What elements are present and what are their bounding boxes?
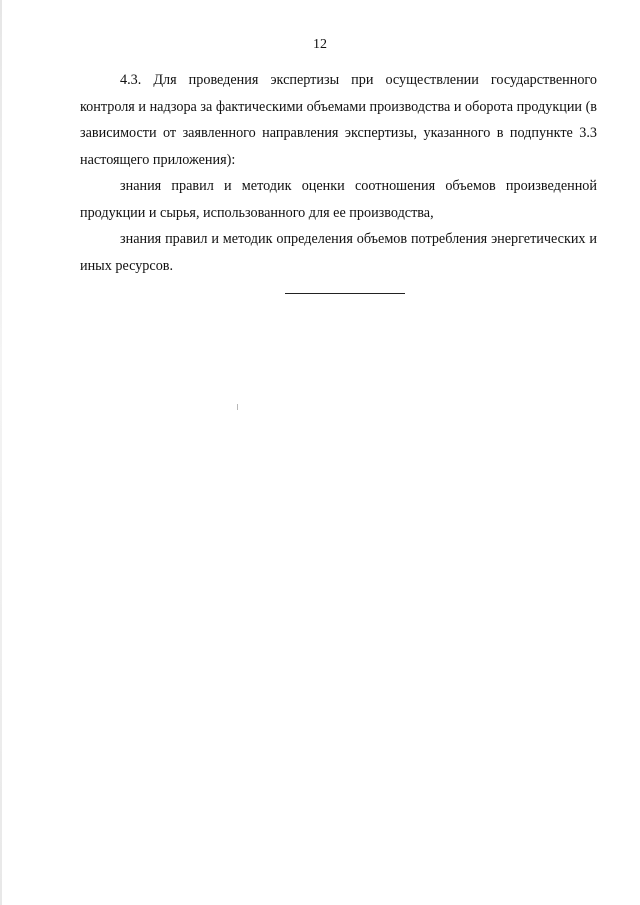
- document-body: [80, 67, 597, 279]
- section-end-separator: [285, 293, 405, 294]
- scan-left-edge: [0, 0, 2, 905]
- page-number: 12: [313, 37, 327, 52]
- paragraph-knowledge-production-ratio: знания правил и методик оценки соотношения объемов произведенной продукции и сырья, использованного для ее производства,: [80, 178, 597, 221]
- paragraph-4-3: 4.3. Для проведения экспертизы при осуществлении государственного контроля и надзора за фактическими объемами производства и оборота продукции (в зависимости от заявленного направления экспертизы, указанного в подпункте 3.3 настоящего приложения):: [80, 72, 597, 168]
- scan-artifact: [237, 404, 238, 410]
- paragraph-knowledge-resource-consumption: знания правил и методик определения объемов потребления энергетических и иных ресурсов.: [80, 231, 597, 274]
